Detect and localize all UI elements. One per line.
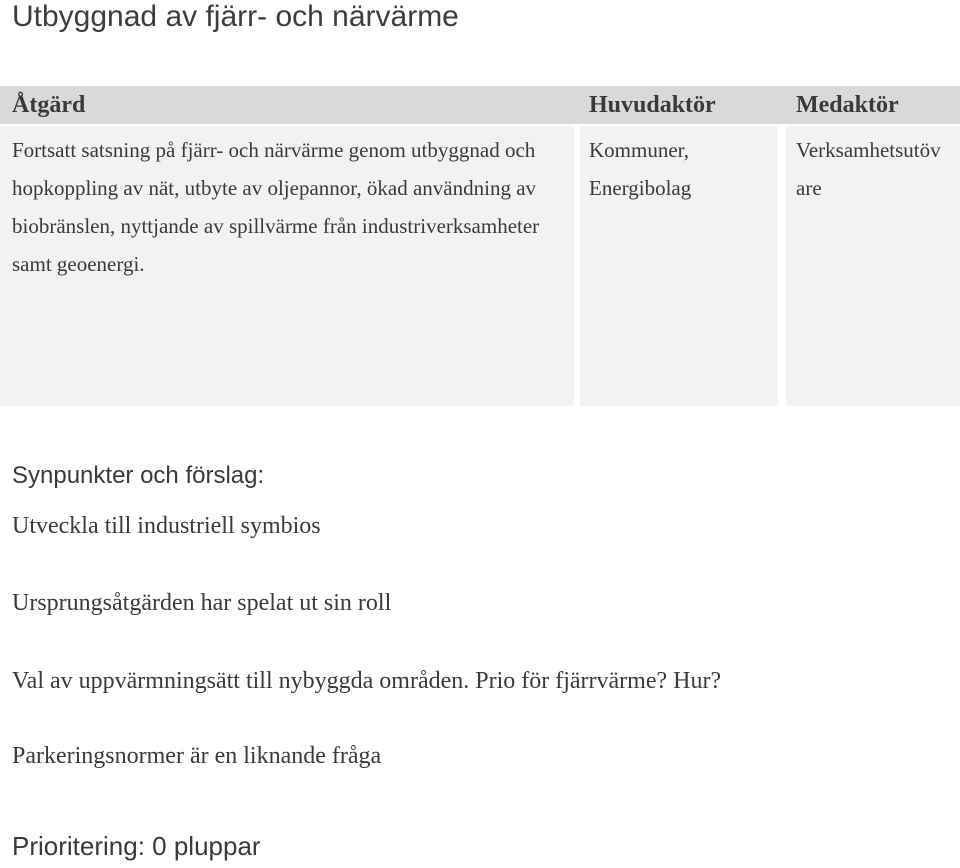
list-item: Utveckla till industriell symbios — [12, 513, 321, 539]
list-item: Parkeringsnormer är en liknande fråga — [12, 743, 382, 769]
atgard-text: Fortsatt satsning på fjärr- och närvärme genom utbyggnad och hopkoppling av nät, utbyte av oljepannor, ökad användning av biobränslen, nyttjande av spillvärme från industriverksamheter samt geoenergi. — [12, 138, 540, 276]
huvudaktor-text: Kommuner, Energibolag — [589, 138, 692, 200]
cell-atgard — [0, 126, 574, 406]
priority-text: Prioritering: 0 pluppar — [12, 831, 261, 861]
header-huvudaktor: Huvudaktör — [580, 86, 787, 124]
list-item: Ursprungsåtgärden har spelat ut sin roll — [12, 590, 392, 616]
page-title: Utbyggnad av fjärr- och närvärme — [12, 0, 459, 33]
header-medaktor: Medaktör — [786, 86, 960, 124]
cell-huvudaktor — [580, 126, 778, 406]
header-atgard: Åtgärd — [0, 86, 586, 124]
section-title: Synpunkter och förslag: — [12, 462, 265, 489]
list-item: Val av uppvärmningsätt till nybyggda områden. Prio för fjärrvärme? Hur? — [12, 668, 722, 694]
medaktor-text: Verksamhetsutövare — [796, 138, 941, 200]
action-table — [0, 86, 960, 406]
cell-medaktor — [786, 126, 960, 406]
